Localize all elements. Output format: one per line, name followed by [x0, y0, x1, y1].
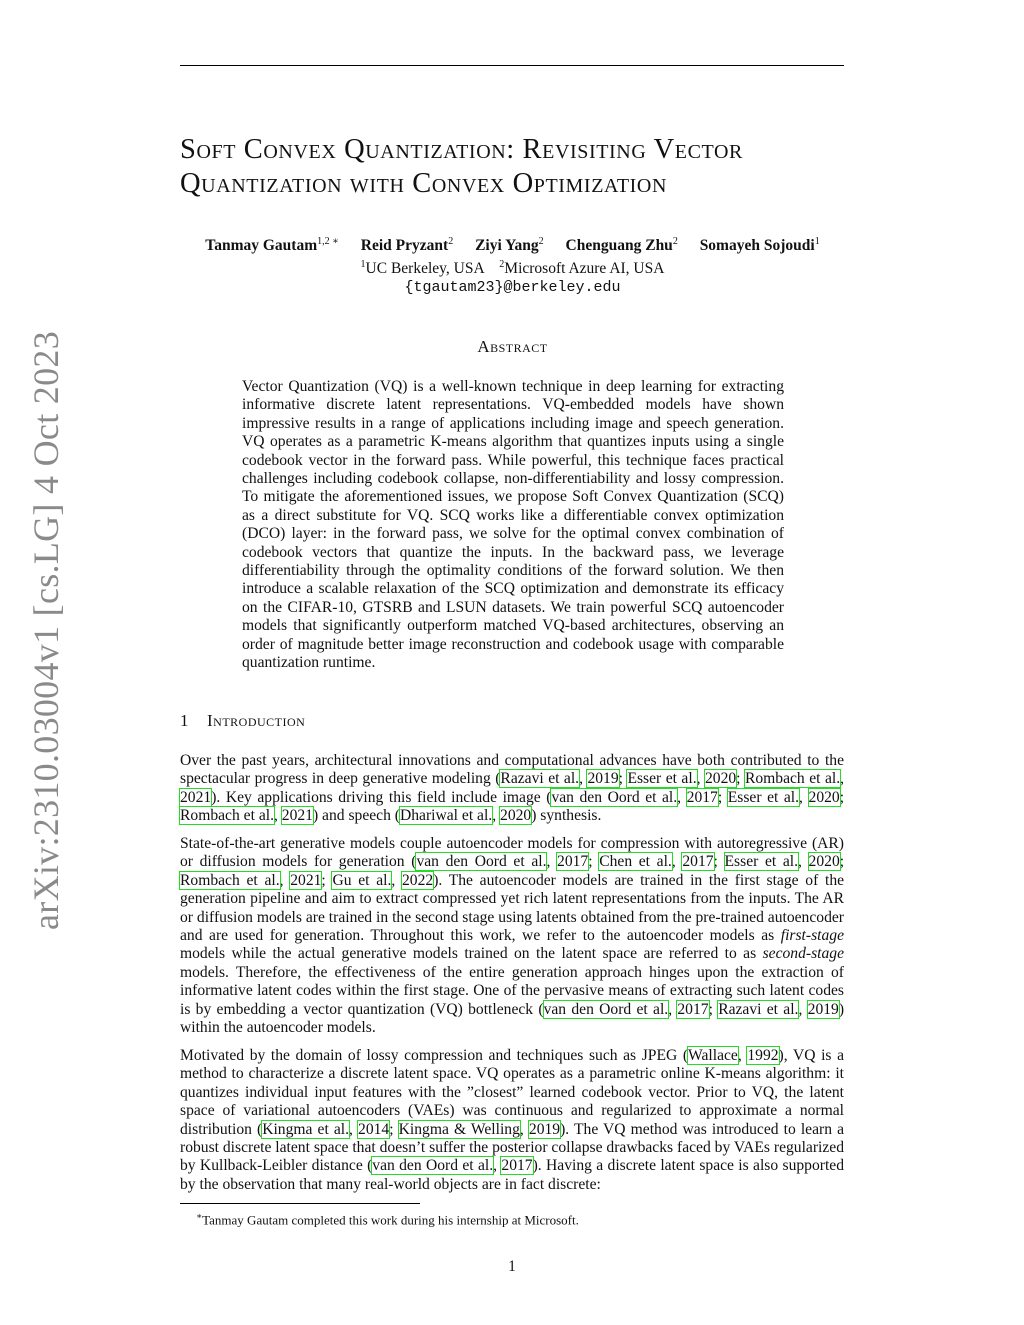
- citation-link[interactable]: 2019: [528, 1120, 561, 1138]
- footnote-rule: [180, 1203, 420, 1204]
- abstract-heading: Abstract: [477, 337, 548, 356]
- page-number: 1: [508, 1258, 516, 1275]
- citation-link[interactable]: Dhariwal et al.: [399, 807, 493, 825]
- author-block: [180, 232, 845, 297]
- section-title: Introduction: [207, 711, 306, 730]
- citation-link[interactable]: Rombach et al.: [744, 770, 841, 788]
- title-line-2: Quantization with Convex Optimization: [180, 168, 667, 199]
- author: Reid Pryzant$^2$: [360, 236, 454, 255]
- citation-link[interactable]: Kingma & Welling: [398, 1120, 520, 1138]
- citation-link[interactable]: van den Oord et al.: [543, 1000, 669, 1018]
- citation-link[interactable]: 2020: [704, 770, 737, 788]
- footnote: ∗Tanmay Gautam completed this work during his internship at Microsoft.: [196, 1211, 579, 1228]
- author: Somayeh Sojoudi$^1$: [699, 236, 820, 255]
- citation-link[interactable]: 2021: [180, 788, 212, 806]
- citation-link[interactable]: Rombach et al.: [180, 807, 274, 825]
- section-number: 1: [180, 711, 189, 730]
- citation-link[interactable]: 2019: [807, 1000, 839, 1018]
- citation-link[interactable]: 2017: [682, 853, 714, 871]
- abstract-text: Vector Quantization (VQ) is a well-known technique in deep learning for extracting informative discrete latent representations. VQ-embedded models have shown impressive results in a range of applications including image and speech generation. VQ operates as a parametric K-means algorithm that quantizes inputs using a single codebook vector in the forward pass. While powerful, this technique faces practical challenges including codebook collapse, non-differentiability and lossy compression. To mitigate the aforementioned issues, we propose Soft Convex Quantization (SCQ) as a direct substitute for VQ. SCQ works like a differentiable convex optimization (DCO) layer: in the forward pass, we solve for the optimal convex combination of codebook vectors that quantize the inputs. In the backward pass, we leverage differentiability through the optimality conditions of the forward solution. We then introduce a scalable relaxation of the SCQ optimization and demonstrate its efficacy on the CIFAR-10, GTSRB and LSUN datasets. We train powerful SCQ autoencoder models that significantly outperform matched VQ-based architectures, observing an order of magnitude better image reconstruction and codebook usage with comparable quantization runtime.: [242, 378, 784, 672]
- citation-link[interactable]: Razavi et al.: [500, 770, 580, 788]
- citation-link[interactable]: Esser et al.: [724, 853, 798, 871]
- intro-paragraph-2: State-of-the-art generative models couple autoencoder models for compression with autoregressive (AR) or diffusion models for generation (van den Oord et al., 2017; Chen et al., 2017; Esser et al., 2020; Rombach et al., 2021; Gu et al., 2022). The autoencoder models are trained in the first stage of the generation pipeline and aim to extract compressed yet rich latent representations from the inputs. The AR or diffusion models are trained in the second stage using latents obtained from the pre-trained autoencoder and are used for generation. Throughout this work, we refer to the autoencoder models as first-stage models while the actual generative models trained on the latent space are referred to as second-stage models. Therefore, the effectiveness of the entire generation approach hinges upon the extraction of informative latent codes within the first stage. One of the pervasive means of extracting such latent codes is by embedding a vector quantization (VQ) bottleneck (van den Oord et al., 2017; Razavi et al., 2019) within the autoencoder models.: [180, 835, 845, 1037]
- intro-paragraph-1: Over the past years, architectural innovations and computational advances have both contributed to the spectacular progress in deep generative modeling (Razavi et al., 2019; Esser et al., 2020; Rombach et al., 2021). Key applications driving this field include image (van den Oord et al., 2017; Esser et al., 2020; Rombach et al., 2021) and speech (Dhariwal et al., 2020) synthesis.: [180, 752, 845, 825]
- citation-link[interactable]: van den Oord et al.: [372, 1157, 494, 1175]
- section-heading-introduction: [180, 711, 305, 731]
- citation-link[interactable]: 2021: [290, 871, 322, 889]
- affiliations: $^1$UC Berkeley, USA $^2$Microsoft Azure AI, USA: [360, 259, 665, 278]
- author: Ziyi Yang$^2$: [475, 236, 544, 255]
- citation-link[interactable]: Razavi et al.: [718, 1000, 799, 1018]
- citation-link[interactable]: Wallace: [688, 1047, 738, 1064]
- citation-link[interactable]: Esser et al.: [627, 770, 697, 788]
- citation-link[interactable]: van den Oord et al.: [416, 853, 547, 871]
- citation-link[interactable]: 2022: [402, 871, 434, 889]
- top-rule: [180, 65, 844, 66]
- citation-link[interactable]: 2020: [808, 788, 840, 806]
- citation-link[interactable]: Rombach et al.: [180, 871, 280, 889]
- citation-link[interactable]: Chen et al.: [599, 853, 672, 871]
- author-email[interactable]: {tgautam23}@berkeley.edu: [404, 279, 621, 297]
- citation-link[interactable]: 1992: [747, 1047, 779, 1064]
- citation-link[interactable]: 2021: [281, 807, 313, 825]
- citation-link[interactable]: van den Oord et al.: [551, 788, 678, 806]
- citation-link[interactable]: 2017: [501, 1157, 533, 1175]
- author: Tanmay Gautam$^{1,2 ∗}$: [205, 236, 339, 255]
- citation-link[interactable]: 2017: [557, 853, 589, 871]
- author: Chenguang Zhu$^2$: [565, 236, 678, 255]
- author-names: [180, 232, 845, 255]
- intro-paragraph-3: Motivated by the domain of lossy compression and techniques such as JPEG (Wallace, 1992), VQ is a method to characterize a discrete latent space. VQ operates as a parametric online K-means algorithm: it quantizes individual input features with the ”closest” learned codebook vector. Prior to VQ, the latent space of variational autoencoders (VAEs) was continuous and regularized to approximate a normal distribution (Kingma et al., 2014; Kingma & Welling, 2019). The VQ method was introduced to learn a robust discrete latent space that doesn’t suffer the posterior collapse drawbacks faced by VAEs regularized by Kullback-Leibler distance (van den Oord et al., 2017). Having a discrete latent space is also supported by the observation that many real-world objects are in fact discrete:: [180, 1047, 845, 1193]
- citation-link[interactable]: 2020: [500, 807, 532, 825]
- citation-link[interactable]: 2017: [677, 1000, 709, 1018]
- citation-link[interactable]: 2017: [686, 788, 718, 806]
- citation-link[interactable]: Gu et al.: [332, 871, 392, 889]
- citation-link[interactable]: 2019: [587, 770, 619, 788]
- citation-link[interactable]: Kingma et al.: [262, 1120, 350, 1138]
- paper-title: [180, 133, 860, 201]
- citation-link[interactable]: Esser et al.: [727, 788, 800, 806]
- citation-link[interactable]: 2014: [358, 1120, 390, 1138]
- title-line-1: Soft Convex Quantization: Revisiting Vector: [180, 134, 743, 165]
- citation-link[interactable]: 2020: [808, 853, 840, 871]
- arxiv-sidebar-stamp: arXiv:2310.03004v1 [cs.LG] 4 Oct 2023: [26, 331, 66, 930]
